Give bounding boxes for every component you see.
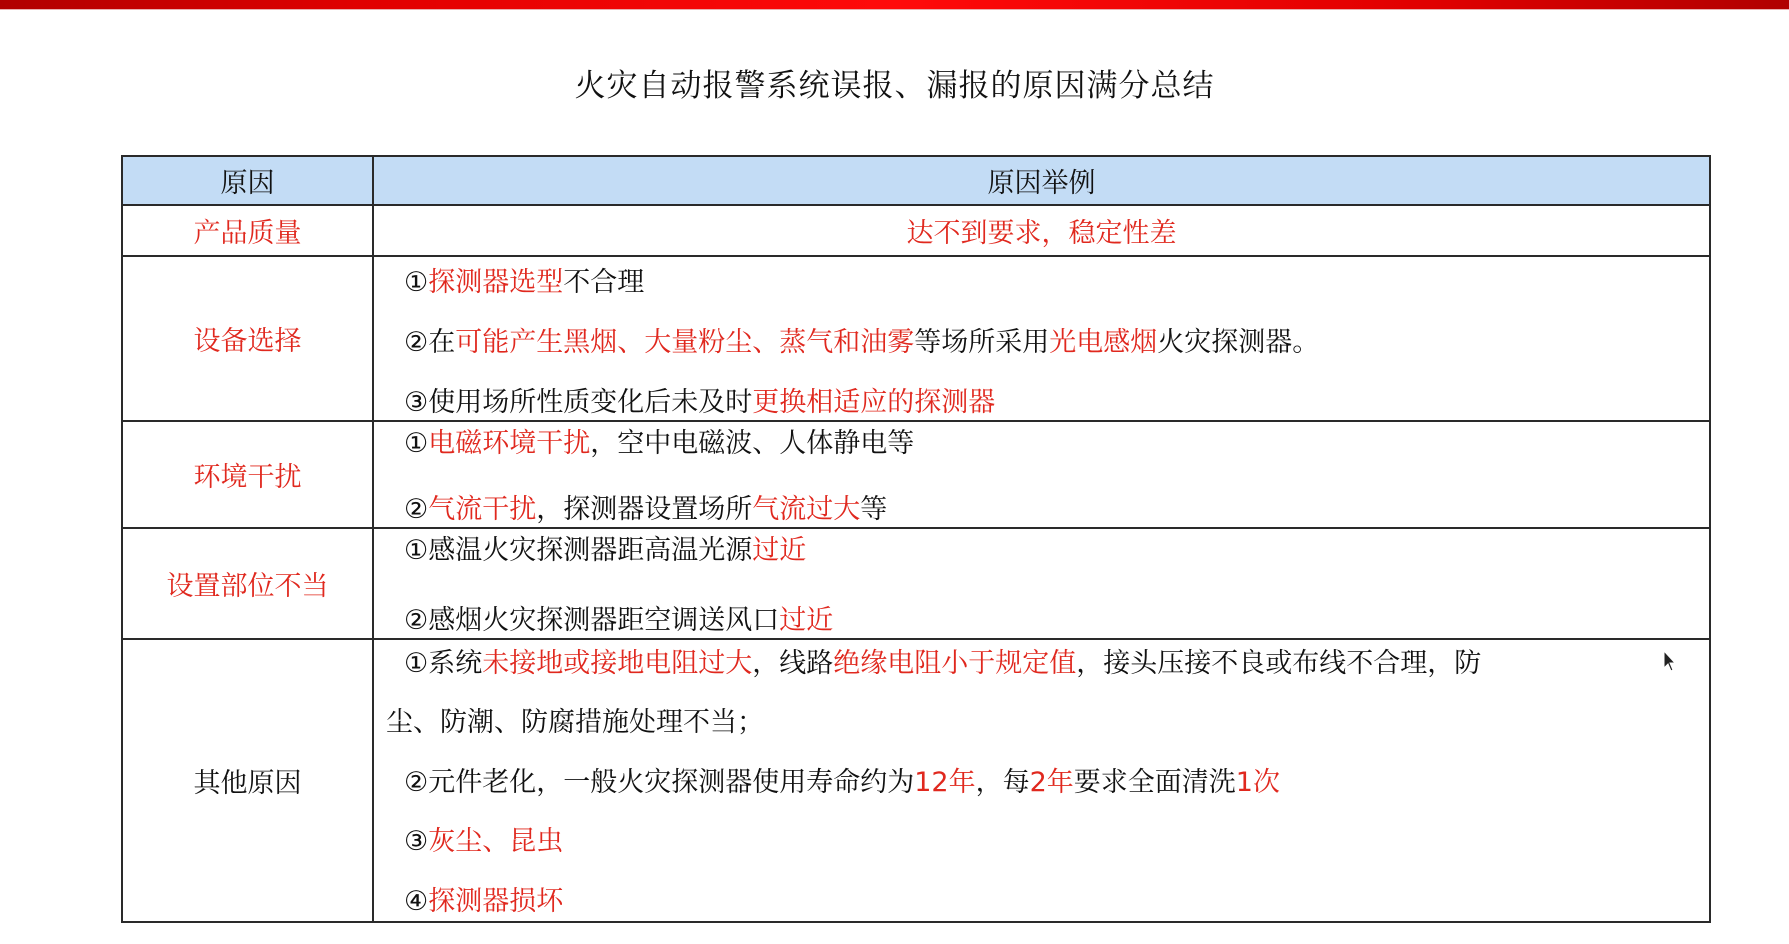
example-line: ①探测器选型不合理	[404, 266, 645, 298]
example-line: ①系统未接地或接地电阻过大，线路绝缘电阻小于规定值，接头压接不良或布线不合理，防	[404, 647, 1482, 679]
table-row-equipment-selection	[122, 256, 1710, 421]
example-line: ②感烟火灾探测器距空调送风口过近	[404, 604, 834, 636]
table-row-other-reasons	[122, 639, 1710, 922]
examples-cell	[373, 528, 1710, 639]
examples-cell	[373, 421, 1710, 528]
example-line: ②元件老化，一般火灾探测器使用寿命约为12年，每2年要求全面清洗1次	[404, 766, 1280, 798]
mouse-pointer-icon	[1663, 650, 1679, 674]
examples-cell	[373, 205, 1710, 256]
example-line-continuation: 尘、防潮、防腐措施处理不当；	[386, 707, 764, 738]
example-line: ③灰尘、昆虫	[404, 826, 564, 857]
reason-cell: 设备选择	[122, 256, 373, 421]
table-row-environment-interference	[122, 421, 1710, 528]
example-line: ①感温火灾探测器距高温光源过近	[404, 534, 807, 566]
example-line: ④探测器损坏	[404, 885, 564, 917]
reason-cell: 产品质量	[122, 205, 373, 256]
reason-cell: 设置部位不当	[122, 528, 373, 639]
table-row-product-quality	[122, 205, 1710, 256]
examples-cell	[373, 639, 1710, 922]
causes-table	[121, 155, 1711, 923]
example-line: ②气流干扰，探测器设置场所气流过大等	[404, 493, 888, 525]
top-red-banner	[0, 0, 1789, 9]
reason-cell: 环境干扰	[122, 421, 373, 528]
table-row-improper-location	[122, 528, 1710, 639]
example-line: ①电磁环境干扰，空中电磁波、人体静电等	[404, 427, 915, 459]
page-title: 火灾自动报警系统误报、漏报的原因满分总结	[574, 68, 1215, 104]
examples-cell	[373, 256, 1710, 421]
example-line: ②在可能产生黑烟、大量粉尘、蒸气和油雾等场所采用光电感烟火灾探测器。	[404, 326, 1320, 358]
table-header-row	[122, 156, 1710, 205]
example-line: ③使用场所性质变化后未及时更换相适应的探测器	[404, 386, 996, 418]
header-reason: 原因	[122, 156, 373, 205]
reason-cell: 其他原因	[122, 639, 373, 922]
example-text: 达不到要求，稳定性差	[906, 218, 1177, 249]
header-examples: 原因举例	[373, 156, 1710, 205]
